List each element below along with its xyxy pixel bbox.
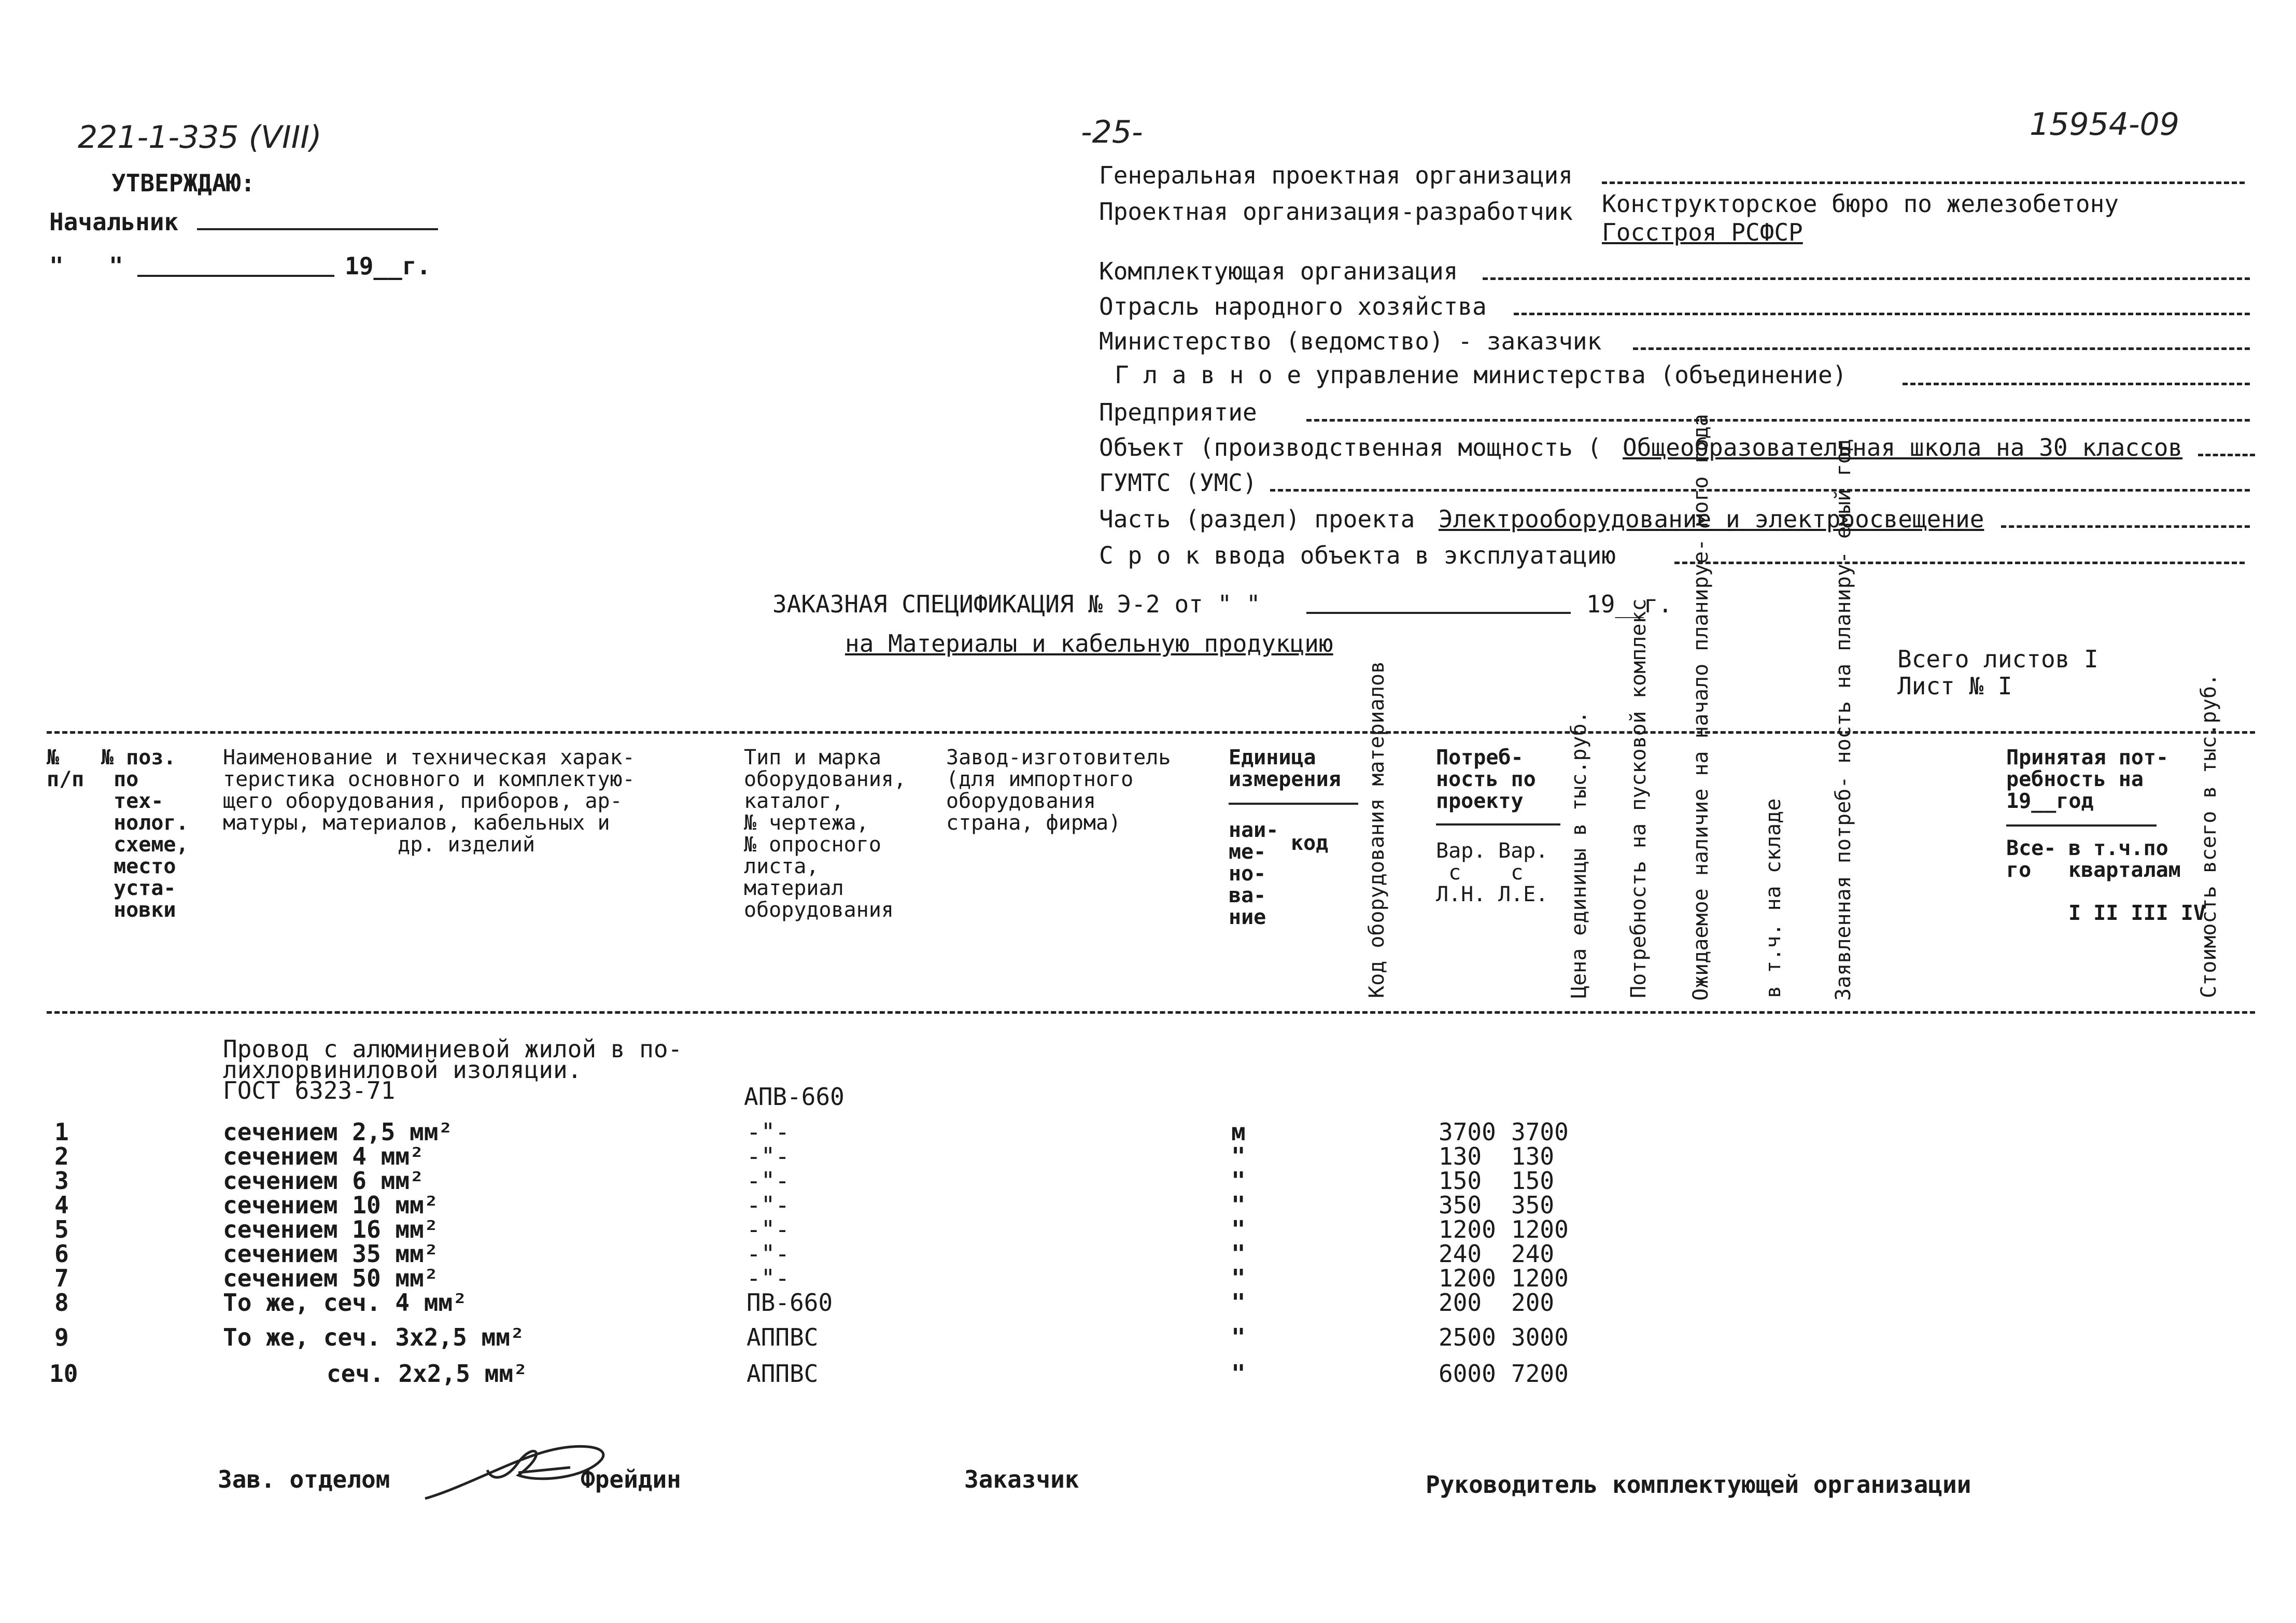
- row-2-unit: ": [1231, 1142, 1246, 1170]
- complect-org-line: [1483, 277, 2250, 280]
- row-9-var-b: 3000: [1511, 1323, 1569, 1351]
- deadline-line: [1674, 562, 2245, 564]
- row-4-name: сечением 10 мм²: [223, 1191, 439, 1219]
- col-accepted-quarters: в т.ч.по кварталам: [2068, 836, 2181, 882]
- col-quarters: I II III IV: [2068, 901, 2206, 925]
- row-7-num: 7: [54, 1264, 69, 1292]
- row-9-var-a: 2500: [1439, 1323, 1496, 1351]
- row-8-var-a: 200: [1439, 1289, 1482, 1317]
- date-quote-open: ": [49, 252, 64, 280]
- ministry-line: [1633, 347, 2250, 350]
- group-line-3: ГОСТ 6323-71: [223, 1076, 396, 1104]
- branch-label: Отрасль народного хозяйства: [1099, 292, 1487, 320]
- row-7-type: -"-: [746, 1264, 790, 1292]
- row-6-unit: ": [1231, 1240, 1246, 1268]
- gumts-line: [1270, 489, 2250, 492]
- col-need-title: Потреб- ность по проекту: [1436, 746, 1536, 813]
- row-3-type: -"-: [746, 1167, 790, 1195]
- col-accepted-divider: [2006, 824, 2157, 827]
- group-line-1: Провод с алюминиевой жилой в по-: [223, 1035, 683, 1063]
- row-4-var-b: 350: [1511, 1191, 1555, 1219]
- row-8-type: ПВ-660: [746, 1289, 833, 1317]
- row-5-num: 5: [54, 1215, 69, 1243]
- chief-signature-line: [197, 228, 438, 230]
- col-position: № поз. по тех- нолог. схеме, место уста- новки: [101, 746, 189, 922]
- col-need-complex: Потребность на пусковой комплекс: [1627, 598, 1651, 998]
- row-4-var-a: 350: [1439, 1191, 1482, 1219]
- table-top-border: [47, 731, 2255, 734]
- project-code: 221-1-335 (VIII): [78, 119, 322, 156]
- spec-date-line: [1306, 612, 1571, 614]
- row-4-type: -"-: [746, 1191, 790, 1219]
- row-8-unit: ": [1231, 1289, 1246, 1317]
- row-1-var-b: 3700: [1511, 1118, 1569, 1146]
- object-value: Общеобразовательная школа на 30 классов: [1623, 433, 2183, 461]
- row-3-name: сечением 6 мм²: [223, 1167, 424, 1195]
- row-3-unit: ": [1231, 1167, 1246, 1195]
- row-9-name: То же, сеч. 3х2,5 мм²: [223, 1323, 525, 1351]
- row-2-num: 2: [54, 1142, 69, 1170]
- col-unit-title: Единица измерения: [1229, 746, 1341, 791]
- row-7-name: сечением 50 мм²: [223, 1264, 439, 1292]
- object-label: Объект (производственная мощность (: [1099, 433, 1602, 461]
- row-6-var-a: 240: [1439, 1240, 1482, 1268]
- row-8-name: То же, сеч. 4 мм²: [223, 1289, 467, 1317]
- row-10-num: 10: [49, 1360, 78, 1388]
- enterprise-line: [1306, 419, 2250, 422]
- row-1-type: -"-: [746, 1118, 790, 1146]
- col-need-divider: [1436, 823, 1560, 826]
- row-4-unit: ": [1231, 1191, 1246, 1219]
- row-5-name: сечением 16 мм²: [223, 1215, 439, 1243]
- col-declared: Заявленная потреб- ность на планиру- емый год: [1832, 439, 1855, 1001]
- complect-head-label: Руководитель комплектующей организации: [1426, 1471, 1971, 1499]
- row-3-var-b: 150: [1511, 1167, 1555, 1195]
- col-cost: Стоимость всего в тыс.руб.: [2197, 673, 2221, 998]
- branch-line: [1514, 313, 2250, 315]
- row-1-var-a: 3700: [1439, 1118, 1496, 1146]
- col-in-stock: в т.ч. на складе: [1762, 798, 1785, 998]
- enterprise-label: Предприятие: [1099, 398, 1257, 426]
- general-org-label: Генеральная проектная организация: [1099, 161, 1573, 189]
- row-2-type: -"-: [746, 1142, 790, 1170]
- table-header-bottom-border: [47, 1011, 2255, 1014]
- spec-title: ЗАКАЗНАЯ СПЕЦИФИКАЦИЯ № Э-2 от " ": [772, 590, 1261, 618]
- row-6-num: 6: [54, 1240, 69, 1268]
- deadline-label: С р о к ввода объекта в эксплуатацию: [1099, 541, 1616, 569]
- col-accepted-total: Все- го: [2006, 836, 2056, 882]
- part-label: Часть (раздел) проекта: [1099, 505, 1415, 533]
- group-type: АПВ-660: [744, 1083, 844, 1111]
- row-9-num: 9: [54, 1323, 69, 1351]
- row-4-num: 4: [54, 1191, 69, 1219]
- row-1-num: 1: [54, 1118, 69, 1146]
- col-price: Цена единицы в тыс.руб.: [1567, 711, 1591, 998]
- project-org-label: Проектная организация-разработчик: [1099, 198, 1573, 226]
- row-3-num: 3: [54, 1167, 69, 1195]
- col-expected: Ожидаемое наличие на начало планируе- мого года: [1689, 414, 1713, 1001]
- row-9-unit: ": [1231, 1323, 1246, 1351]
- main-dept-line: [1903, 383, 2250, 385]
- row-7-var-b: 1200: [1511, 1264, 1569, 1292]
- row-5-var-b: 1200: [1511, 1215, 1569, 1243]
- row-2-var-a: 130: [1439, 1142, 1482, 1170]
- row-10-var-a: 6000: [1439, 1360, 1496, 1388]
- page-number: -25-: [1081, 114, 1143, 150]
- row-2-name: сечением 4 мм²: [223, 1142, 424, 1170]
- row-8-var-b: 200: [1511, 1289, 1555, 1317]
- col-unit-divider: [1229, 803, 1358, 805]
- project-org-value-2: Госстроя РСФСР: [1602, 218, 1803, 246]
- sheet-number: Лист № I: [1897, 672, 2012, 700]
- approve-label: УТВЕРЖДАЮ:: [111, 169, 255, 197]
- row-6-var-b: 240: [1511, 1240, 1555, 1268]
- date-quote-close: ": [109, 252, 123, 280]
- row-1-name: сечением 2,5 мм²: [223, 1118, 453, 1146]
- part-value: Электрооборудование и электроосвещение: [1439, 505, 1984, 533]
- row-8-num: 8: [54, 1289, 69, 1317]
- row-6-name: сечением 35 мм²: [223, 1240, 439, 1268]
- row-5-type: -"-: [746, 1215, 790, 1243]
- col-name: Наименование и техническая харак- теристика основного и комплектую- щего оборудования, приборов, ар- матуры, материалов, кабельных и др. изделий: [223, 746, 635, 857]
- spec-subtitle: на Материалы и кабельную продукцию: [845, 629, 1333, 657]
- col-plant: Завод-изготовитель (для импортного оборудования страна, фирма): [946, 746, 1171, 835]
- main-dept-label: Г л а в н о е управление министерства (объединение): [1115, 361, 1847, 389]
- head-of-dept-name: Фрейдин: [581, 1465, 681, 1493]
- col-unit-name: наи- ме- но- ва- ние: [1229, 818, 1279, 929]
- date-line: [137, 275, 334, 277]
- row-3-var-a: 150: [1439, 1167, 1482, 1195]
- col-need-var-a: Вар. с Л.Н.: [1436, 839, 1486, 906]
- project-org-value-1: Конструкторское бюро по железобетону: [1602, 190, 2119, 218]
- row-10-type: АППВС: [746, 1360, 819, 1388]
- row-1-unit: м: [1231, 1118, 1246, 1146]
- part-line: [2001, 525, 2250, 528]
- col-accepted-title: Принятая пот- ребность на 19__год: [2006, 746, 2169, 813]
- row-7-unit: ": [1231, 1264, 1246, 1292]
- chief-label: Начальник: [49, 208, 179, 236]
- row-10-name: сеч. 2х2,5 мм²: [327, 1360, 528, 1388]
- row-2-var-b: 130: [1511, 1142, 1555, 1170]
- complect-org-label: Комплектующая организация: [1099, 257, 1458, 285]
- col-type: Тип и марка оборудования, каталог, № чертежа, № опросного листа, материал оборудования: [744, 746, 907, 922]
- general-org-line: [1602, 181, 2245, 184]
- approve-year: 19__г.: [345, 252, 431, 280]
- col-num: № п/п: [47, 746, 84, 791]
- row-10-var-b: 7200: [1511, 1360, 1569, 1388]
- row-5-unit: ": [1231, 1215, 1246, 1243]
- row-6-type: -"-: [746, 1240, 790, 1268]
- gumts-label: ГУМТС (УМС): [1099, 469, 1257, 497]
- group-line-2: лихлорвиниловой изоляции.: [223, 1056, 582, 1084]
- spec-year: 19__г.: [1586, 590, 1673, 618]
- ministry-label: Министерство (ведомство) - заказчик: [1099, 327, 1602, 355]
- col-need-var-b: Вар. с Л.Е.: [1498, 839, 1548, 906]
- row-9-type: АППВС: [746, 1323, 819, 1351]
- row-5-var-a: 1200: [1439, 1215, 1496, 1243]
- sheets-total: Всего листов I: [1897, 645, 2098, 673]
- signature-icon: [415, 1421, 622, 1509]
- row-10-unit: ": [1231, 1360, 1246, 1388]
- head-of-dept-label: Зав. отделом: [218, 1465, 390, 1493]
- document-number: 15954-09: [2030, 106, 2179, 143]
- customer-label: Заказчик: [964, 1465, 1079, 1493]
- col-code-equipment: Код оборудования материалов: [1365, 661, 1389, 998]
- row-7-var-a: 1200: [1439, 1264, 1496, 1292]
- col-unit-code: код: [1291, 831, 1329, 855]
- object-line: [2198, 454, 2255, 456]
